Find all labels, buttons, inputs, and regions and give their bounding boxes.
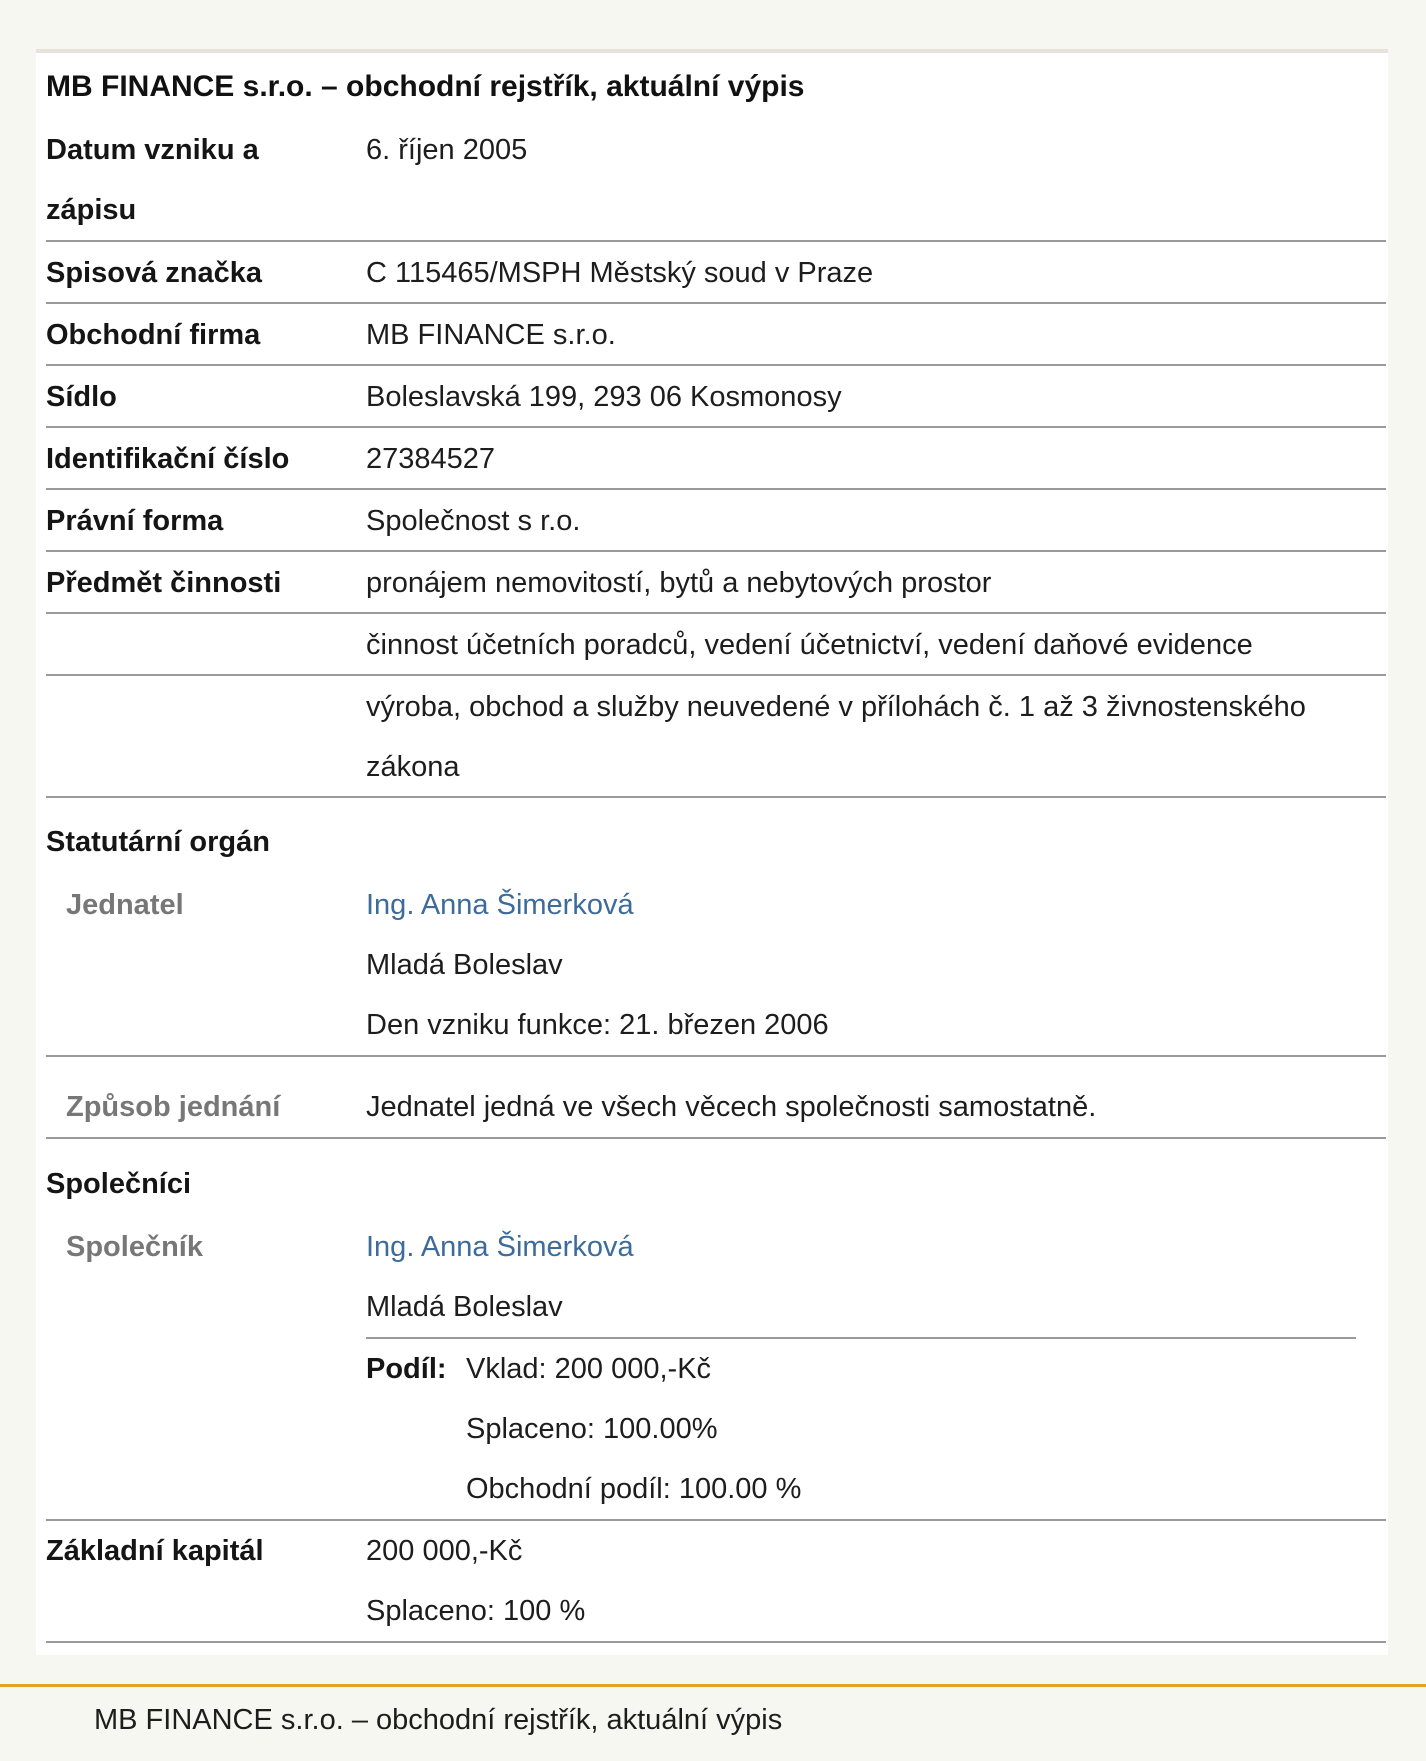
spolecnik-name-link[interactable]: Ing. Anna Šimerková [366,1231,634,1263]
row-divider [46,426,1386,428]
row-divider [46,550,1386,552]
activity-item: výroba, obchod a služby neuvedené v přílohách č. 1 až 3 živnostenského [366,691,1306,723]
footer-title: MB FINANCE s.r.o. – obchodní rejstřík, aktuální výpis [94,1704,783,1736]
row-divider [46,488,1386,490]
row-divider [46,1641,1386,1643]
value-zakladni-kapital: 200 000,-Kč [366,1535,523,1567]
row-divider [46,796,1386,798]
value-spisova-znacka: C 115465/MSPH Městský soud v Praze [366,257,874,289]
row-divider [46,240,1386,242]
value-sidlo: Boleslavská 199, 293 06 Kosmonosy [366,381,842,413]
section-heading-statutarni-organ: Statutární orgán [46,826,270,858]
row-divider [46,612,1386,614]
value-zpusob-jednani: Jednatel jedná ve všech věcech společnosti samostatně. [366,1091,1097,1123]
row-divider [46,364,1386,366]
page-title: MB FINANCE s.r.o. – obchodní rejstřík, aktuální výpis [46,70,805,103]
value-ico: 27384527 [366,443,496,475]
row-divider [46,1137,1386,1139]
label-spolecnik: Společník [66,1231,203,1263]
activity-item-continuation: zákona [366,751,460,783]
podil-obchodni-podil: Obchodní podíl: 100.00 % [466,1473,802,1505]
label-zakladni-kapital: Základní kapitál [46,1535,264,1567]
spolecnik-city: Mladá Boleslav [366,1291,563,1323]
podil-label: Podíl: [366,1353,447,1385]
jednatel-name-link[interactable]: Ing. Anna Šimerková [366,889,634,921]
label-zpusob-jednani: Způsob jednání [66,1091,281,1123]
label-datum-vzniku-line2: zápisu [46,194,137,226]
podil-vklad: Vklad: 200 000,-Kč [466,1353,712,1385]
label-datum-vzniku-line1: Datum vzniku a [46,134,259,166]
label-sidlo: Sídlo [46,381,117,413]
value-obchodni-firma: MB FINANCE s.r.o. [366,319,616,351]
row-divider [46,302,1386,304]
label-predmet-cinnosti: Předmět činnosti [46,567,282,599]
label-jednatel: Jednatel [66,889,184,921]
row-divider [46,674,1386,676]
value-zakladni-kapital-splaceno: Splaceno: 100 % [366,1595,586,1627]
activity-item: pronájem nemovitostí, bytů a nebytových prostor [366,567,992,599]
podil-splaceno: Splaceno: 100.00% [466,1413,718,1445]
value-datum-vzniku: 6. říjen 2005 [366,134,528,166]
section-heading-spolecnici: Společníci [46,1168,192,1200]
value-pravni-forma: Společnost s r.o. [366,505,581,537]
label-obchodni-firma: Obchodní firma [46,319,261,351]
label-pravni-forma: Právní forma [46,505,224,537]
jednatel-city: Mladá Boleslav [366,949,563,981]
jednatel-since: Den vzniku funkce: 21. březen 2006 [366,1009,829,1041]
row-divider [46,1055,1386,1057]
label-ico: Identifikační číslo [46,443,290,475]
label-spisova-znacka: Spisová značka [46,257,262,289]
activity-item: činnost účetních poradců, vedení účetnictví, vedení daňové evidence [366,629,1253,661]
